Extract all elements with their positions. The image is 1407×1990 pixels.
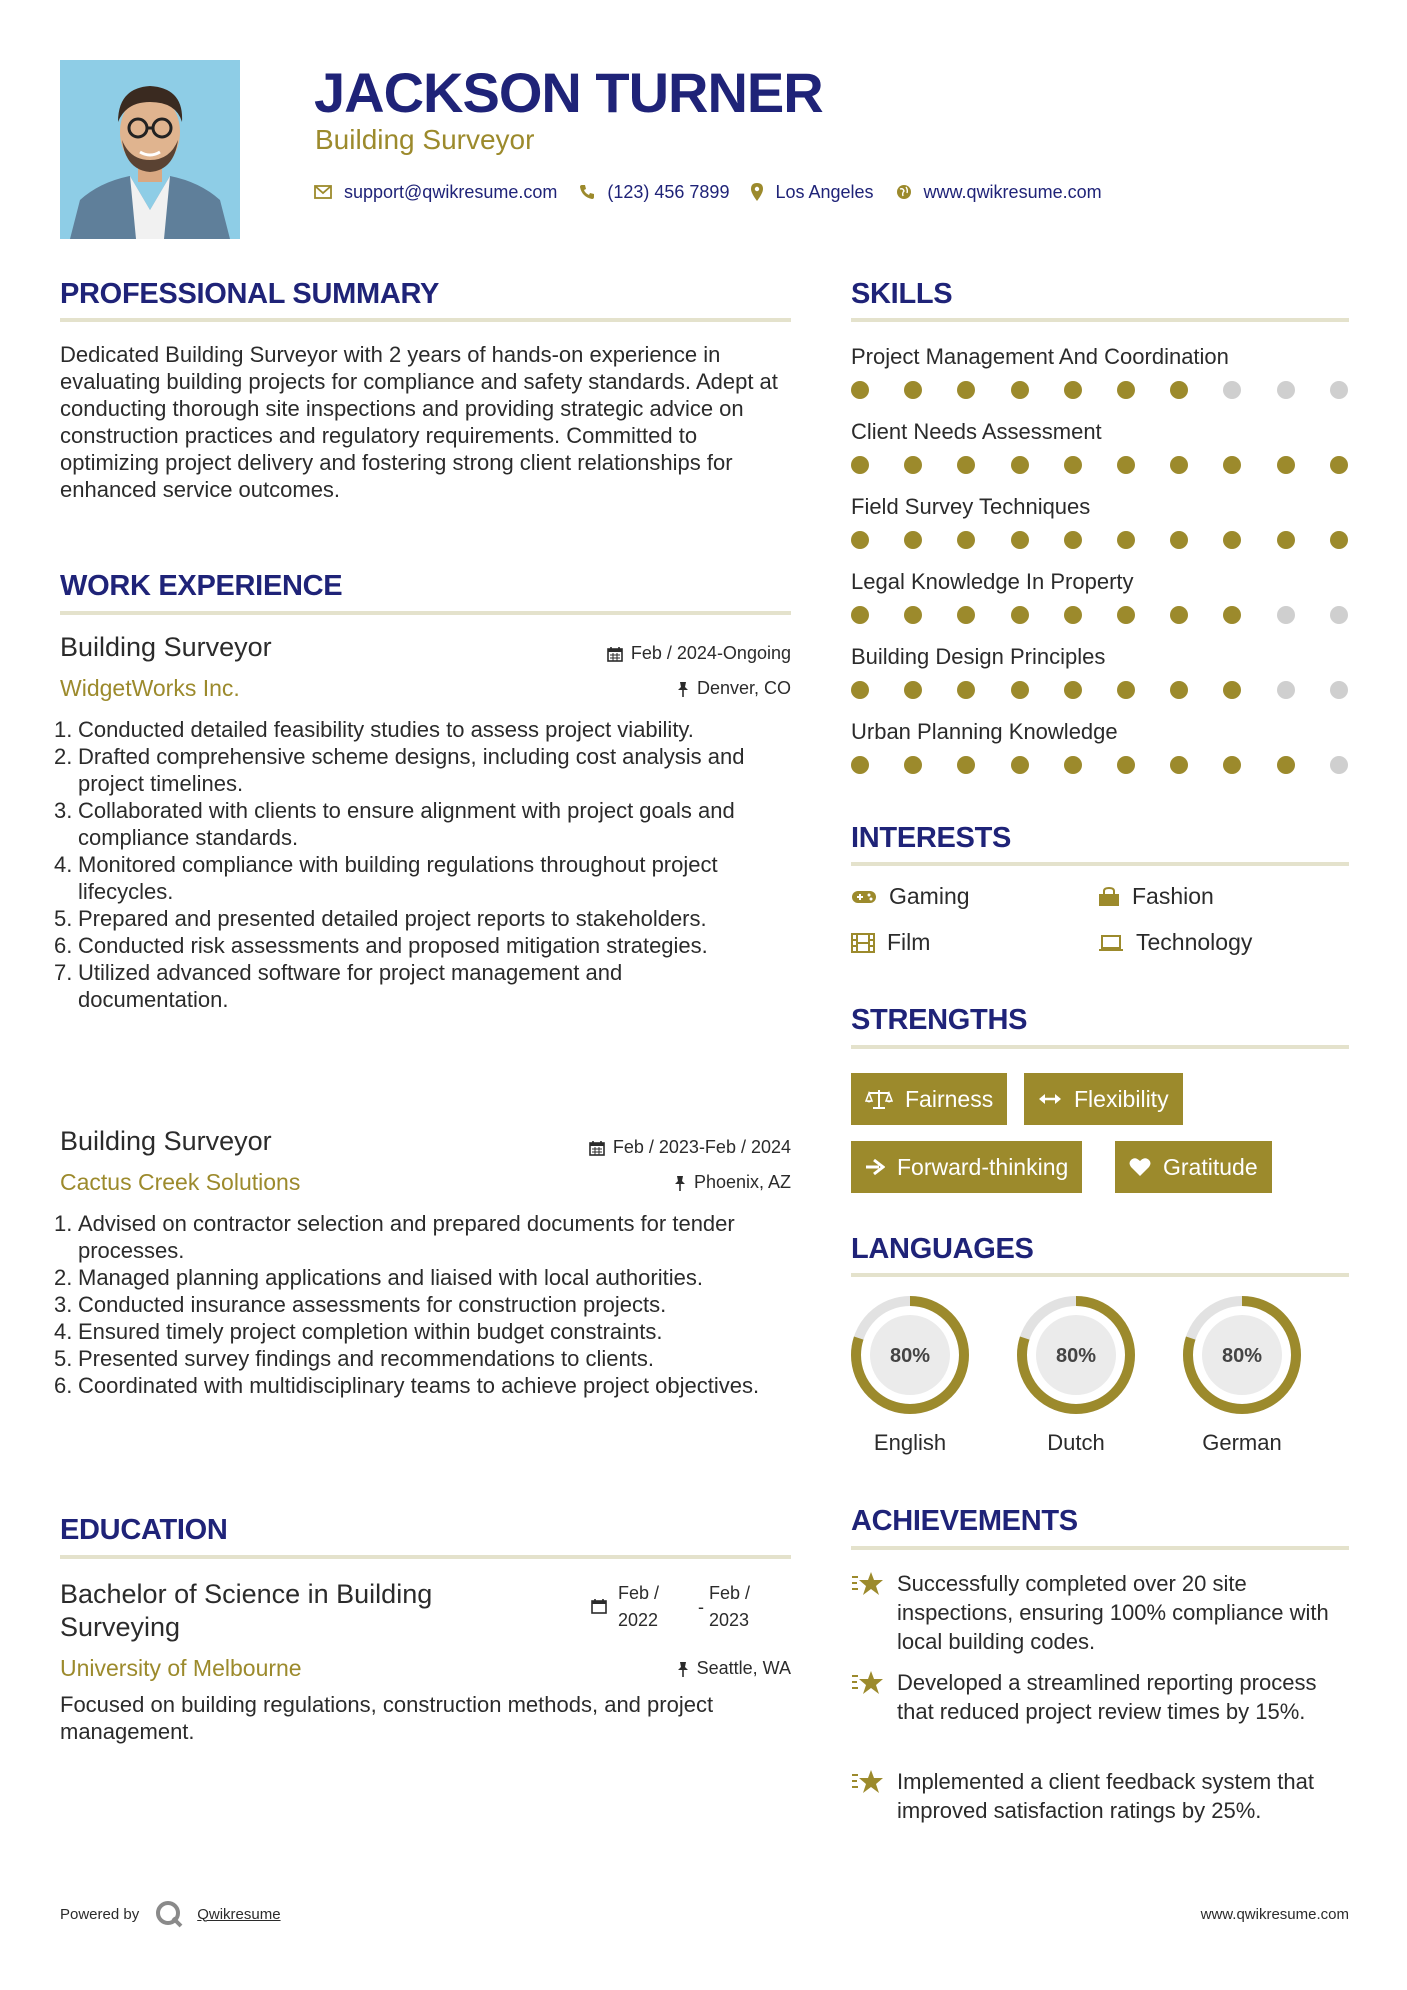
rating-dot-filled [957,381,975,399]
end-month: Feb / [709,1583,751,1603]
strength-fairness [851,1073,1007,1125]
job-1-duties [60,716,760,1013]
footer-credit [60,1900,281,1928]
envelope-icon [314,185,332,199]
rating-dot-filled [904,531,922,549]
language-gauge [1180,1293,1304,1417]
skill-name: Client Needs Assessment [851,419,1102,444]
summary-heading: PROFESSIONAL SUMMARY [60,278,440,310]
strength-flexibility [1024,1073,1183,1125]
rating-dot-filled [1223,531,1241,549]
rating-dot-filled [1117,531,1135,549]
section-divider [851,1546,1349,1550]
rating-dot-filled [1117,456,1135,474]
job-2-location [674,1172,791,1193]
achievement-item [851,1668,1351,1726]
job-2-dates-text: Feb / 2023-Feb / 2024 [612,1137,791,1157]
star-badge-icon [851,1571,885,1597]
language-name: German [1202,1430,1282,1455]
rating-dot-filled [1223,456,1241,474]
rating-dot-filled [1011,681,1029,699]
list-item: Ensured timely project completion within budget constraints. [78,1319,663,1344]
rating-dot-filled [851,456,869,474]
degree-title: Bachelor of Science in Building Surveying [60,1579,433,1642]
skill-rating [851,531,1349,551]
interest-label: Gaming [889,883,970,909]
rating-dot-filled [1117,756,1135,774]
rating-dot-filled [1170,531,1188,549]
pushpin-icon [677,681,689,697]
date-separator: - [698,1597,704,1617]
contact-phone[interactable] [579,182,729,203]
languages-heading: LANGUAGES [851,1233,1034,1265]
job-1-dates [607,643,791,664]
skill-rating [851,381,1349,401]
skill-name: Project Management And Coordination [851,344,1229,369]
education-heading: EDUCATION [60,1514,228,1546]
achievement-text: Implemented a client feedback system that improved satisfaction ratings by 25%. [897,1769,1314,1823]
interest-gaming [851,883,970,910]
language-name: Dutch [1047,1430,1105,1455]
end-year: 2023 [709,1610,750,1630]
language-name: English [873,1430,947,1455]
rating-dot-filled [851,756,869,774]
interest-technology [1098,929,1252,956]
job-1-company: WidgetWorks Inc. [60,675,240,701]
list-item: Drafted comprehensive scheme designs, including cost analysis and project timelines. [78,744,745,796]
rating-dot-filled [851,531,869,549]
rating-dot-filled [957,531,975,549]
interests-heading: INTERESTS [851,822,1012,854]
list-item: Coordinated with multidisciplinary teams to achieve project objectives. [78,1373,760,1398]
rating-dot-filled [904,606,922,624]
section-divider [60,611,791,615]
rating-dot-filled [851,606,869,624]
list-item: Advised on contractor selection and prepared documents for tender processes. [78,1211,735,1263]
phone-icon [579,184,595,200]
globe-icon [896,184,912,200]
interest-fashion [1098,883,1214,910]
achievement-text: Successfully completed over 20 site inspections, ensuring 100% compliance with local building codes. [897,1571,1329,1654]
shopping-bag-icon [1098,887,1120,907]
job-2-company: Cactus Creek Solutions [60,1169,301,1195]
rating-dot-filled [1277,456,1295,474]
rating-dot-filled [1170,456,1188,474]
rating-dot-empty [1330,606,1348,624]
strengths-heading: STRENGTHS [851,1004,1028,1036]
strength-label: Gratitude [1163,1153,1258,1180]
job-1-title: Building Surveyor [60,632,272,662]
skills-heading: SKILLS [851,278,953,310]
brand-link[interactable]: Qwikresume [197,1905,281,1923]
list-item: Prepared and presented detailed project reports to stakeholders. [78,906,707,931]
contact-location [751,182,873,203]
skill-rating [851,681,1349,701]
rating-dot-filled [851,681,869,699]
rating-dot-filled [1064,681,1082,699]
rating-dot-filled [1170,381,1188,399]
rating-dot-empty [1277,381,1295,399]
strength-label: Flexibility [1074,1085,1169,1112]
rating-dot-filled [1064,606,1082,624]
skill-rating [851,606,1349,626]
location-text: Los Angeles [775,181,874,202]
qwikresume-logo-icon [155,1900,183,1928]
education-location-text: Seattle, WA [696,1658,791,1678]
list-item: Managed planning applications and liaised with local authorities. [78,1265,703,1290]
calendar-icon [591,1598,607,1614]
strength-forward-thinking [851,1141,1082,1193]
section-divider [60,1555,791,1559]
achievements-heading: ACHIEVEMENTS [851,1505,1078,1537]
star-badge-icon [851,1769,885,1795]
rating-dot-filled [1170,681,1188,699]
gauge-percent: 80% [889,1345,931,1367]
achievement-text: Developed a streamlined reporting process that reduced project review times by 15%. [897,1670,1317,1724]
gauge-percent: 80% [1221,1345,1263,1367]
rating-dot-filled [957,606,975,624]
rating-dot-empty [1223,381,1241,399]
strength-label: Fairness [905,1085,994,1112]
rating-dot-filled [1117,381,1135,399]
powered-by-label: Powered by [60,1905,140,1923]
section-divider [60,318,791,322]
list-item: Conducted risk assessments and proposed mitigation strategies. [78,933,708,958]
rating-dot-filled [957,456,975,474]
candidate-name: JACKSON TURNER [314,61,823,124]
profile-photo [60,60,240,239]
arrows-horizontal-icon [1038,1092,1062,1106]
rating-dot-filled [1170,606,1188,624]
phone-text: (123) 456 7899 [607,181,730,202]
rating-dot-filled [1330,531,1348,549]
list-item: Conducted insurance assessments for construction projects. [78,1292,667,1317]
list-item: Presented survey findings and recommendations to clients. [78,1346,654,1371]
job-title: Building Surveyor [315,124,535,155]
rating-dot-filled [1064,381,1082,399]
rating-dot-filled [1011,456,1029,474]
gamepad-icon [851,889,877,905]
section-divider [851,862,1349,866]
gauge-percent: 80% [1055,1345,1097,1367]
contact-email[interactable] [314,182,557,203]
achievement-item [851,1767,1351,1825]
rating-dot-filled [851,381,869,399]
school-name: University of Melbourne [60,1655,302,1681]
calendar-icon [607,646,623,662]
rating-dot-filled [1223,606,1241,624]
map-pin-icon [751,183,763,201]
skill-rating [851,456,1349,476]
job-1-dates-text: Feb / 2024-Ongoing [630,643,791,663]
list-item: Collaborated with clients to ensure alignment with project goals and compliance standards. [78,798,735,850]
pushpin-icon [677,1661,689,1677]
achievement-item [851,1569,1351,1656]
rating-dot-filled [1064,756,1082,774]
rating-dot-filled [1117,606,1135,624]
section-divider [851,1273,1349,1277]
education-start-date [618,1580,678,1634]
email-text: support@qwikresume.com [344,181,558,202]
section-divider [851,1045,1349,1049]
strength-label: Forward-thinking [897,1153,1069,1180]
rating-dot-empty [1330,681,1348,699]
film-icon [851,933,875,953]
skill-name: Field Survey Techniques [851,494,1091,519]
contact-bar [314,180,1124,204]
education-end-date [709,1580,769,1634]
education-location [677,1658,791,1679]
skill-rating [851,756,1349,776]
job-2-location-text: Phoenix, AZ [693,1172,791,1192]
job-1-location-text: Denver, CO [696,678,791,698]
rating-dot-filled [1223,681,1241,699]
strength-gratitude [1115,1141,1272,1193]
rating-dot-empty [1330,756,1348,774]
heart-icon [1129,1157,1151,1177]
rating-dot-filled [1170,756,1188,774]
rating-dot-filled [904,681,922,699]
rating-dot-empty [1277,606,1295,624]
rating-dot-filled [904,456,922,474]
rating-dot-filled [1277,531,1295,549]
footer-website[interactable]: www.qwikresume.com [1200,1906,1349,1923]
start-year: 2022 [618,1610,659,1630]
job-1-location [677,678,791,699]
rating-dot-filled [904,756,922,774]
education-description: Focused on building regulations, construction methods, and project management. [60,1692,714,1744]
skill-name: Urban Planning Knowledge [851,719,1118,744]
summary-text: Dedicated Building Surveyor with 2 years of hands-on experience in evaluating building projects for compliance and safety standards. Adept at conducting thorough site inspections and providing strategic advice on construction practices and regulatory requirements. Committed to optimizing project delivery and fostering strong client relationships for enhanced service outcomes. [60,342,778,502]
rating-dot-filled [957,756,975,774]
contact-website[interactable] [896,182,1102,203]
interest-label: Technology [1136,929,1253,955]
interest-label: Fashion [1132,883,1214,909]
star-badge-icon [851,1670,885,1696]
rating-dot-filled [1011,606,1029,624]
interest-film [851,929,930,956]
rating-dot-filled [1011,381,1029,399]
rating-dot-filled [1011,531,1029,549]
work-heading: WORK EXPERIENCE [60,570,343,602]
skill-name: Legal Knowledge In Property [851,569,1134,594]
rating-dot-filled [1011,756,1029,774]
job-2-duties [60,1210,780,1399]
rating-dot-filled [1223,756,1241,774]
section-divider [851,318,1349,322]
rating-dot-filled [904,381,922,399]
start-month: Feb / [618,1583,660,1603]
skill-name: Building Design Principles [851,644,1106,669]
rating-dot-empty [1330,381,1348,399]
calendar-icon [589,1140,605,1156]
rating-dot-filled [1064,456,1082,474]
rating-dot-filled [957,681,975,699]
website-text: www.qwikresume.com [923,181,1102,202]
rating-dot-filled [1064,531,1082,549]
rating-dot-filled [1117,681,1135,699]
job-2-dates [589,1137,791,1158]
rating-dot-empty [1277,681,1295,699]
job-2-title: Building Surveyor [60,1126,272,1156]
arrow-right-icon [865,1158,885,1176]
rating-dot-filled [1330,456,1348,474]
rating-dot-filled [1277,756,1295,774]
pushpin-icon [674,1175,686,1191]
laptop-icon [1098,934,1124,952]
language-gauge [1014,1293,1138,1417]
list-item: Monitored compliance with building regulations throughout project lifecycles. [78,852,718,904]
language-gauge [848,1293,972,1417]
list-item: Utilized advanced software for project management and documentation. [78,960,623,1012]
list-item: Conducted detailed feasibility studies to assess project viability. [78,717,694,742]
interest-label: Film [887,929,931,955]
scale-icon [865,1088,893,1110]
